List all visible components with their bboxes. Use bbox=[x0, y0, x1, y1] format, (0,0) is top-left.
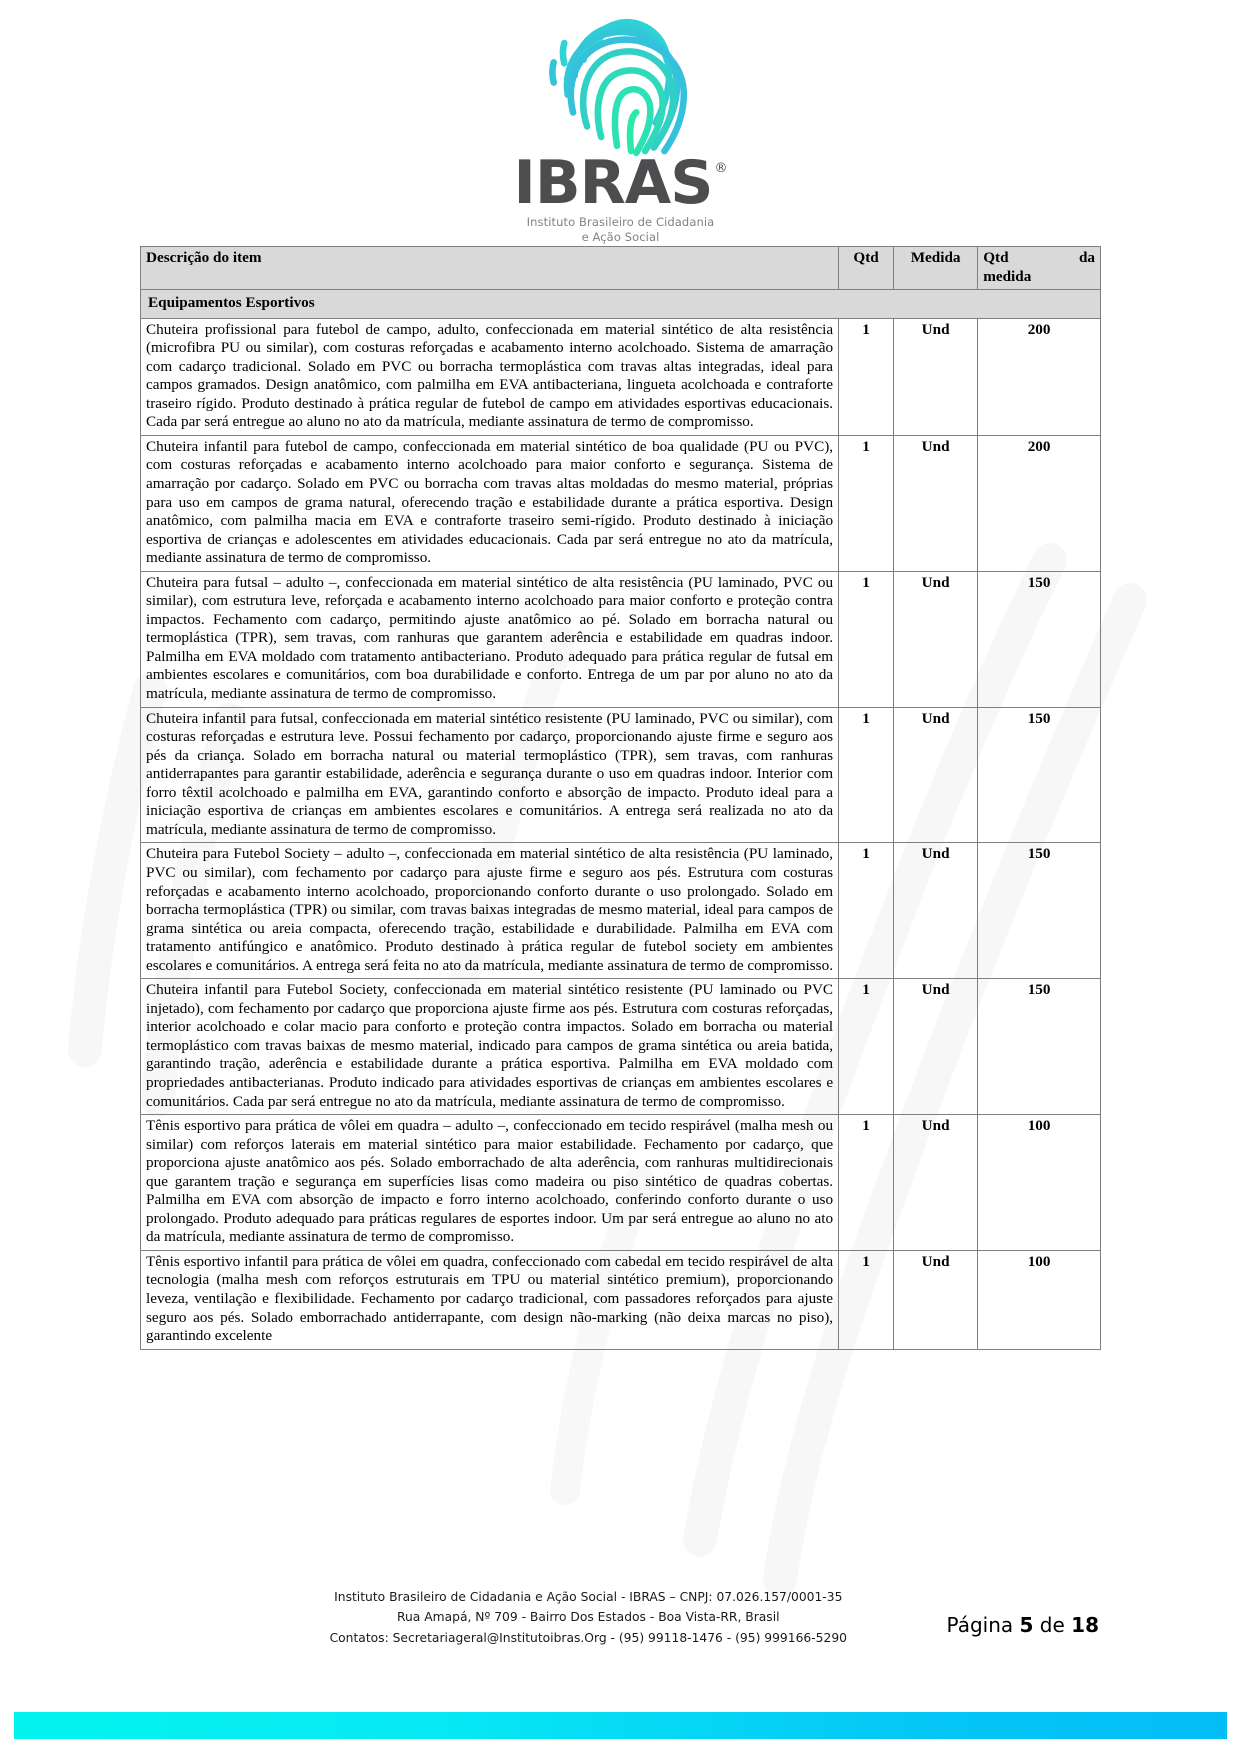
table-row bbox=[141, 1115, 1101, 1251]
item-qtd-medida-cell: 150 bbox=[978, 979, 1101, 1115]
header-qtd-da-medida-part2: da bbox=[1078, 249, 1095, 266]
item-qtd-cell: 1 bbox=[839, 843, 894, 979]
item-description-cell: Chuteira infantil para futebol de campo, confeccionada em material sintético de boa qualidade (PU ou PVC), com costuras reforçadas e acabamento interno acolchoado para maior conforto e segurança. Sistema de amarração por cadarço. Solado em PVC ou borracha com travas altas moldadas do mesmo material, próprias para uso em campos de grama natural, oferecendo tração e estabilidade durante a prática esportiva. Design anatômico, com palmilha macia em EVA e contraforte traseiro semi-rígido. Produto destinado à iniciação esportiva de crianças e adolescentes em atividades educacionais. Cada par será entregue no ato da matrícula, mediante assinatura de termo de compromisso. bbox=[141, 435, 839, 571]
item-medida-cell: Und bbox=[894, 707, 978, 843]
items-table-body bbox=[141, 290, 1101, 1350]
item-medida-cell: Und bbox=[894, 979, 978, 1115]
logo-tagline bbox=[527, 215, 715, 246]
footer-line-entity: Instituto Brasileiro de Cidadania e Ação Social - IBRAS – CNPJ: 07.026.157/0001-35 bbox=[334, 1590, 843, 1604]
footer-contact-block bbox=[140, 1587, 947, 1648]
footer-line-address: Rua Amapá, Nº 709 - Bairro Dos Estados - Boa Vista-RR, Brasil bbox=[396, 1610, 780, 1625]
items-table bbox=[140, 246, 1101, 1350]
item-qtd-cell: 1 bbox=[839, 571, 894, 707]
ibras-fingerprint-icon bbox=[528, 14, 713, 159]
page-number bbox=[947, 1587, 1101, 1637]
item-description-cell: Chuteira para Futebol Society – adulto –, confeccionada em material sintético de alta resistência (PU laminado, PVC ou similar), com fechamento por cadarço para ajuste firme e seguro aos pés. Estrutura com costuras reforçadas e acabamento interno acolchoado, proporcionando conforto durante o uso prolongado. Solado em borracha termoplástica (TPR) ou similar, com travas baixas integradas de mesmo material, ideal para campos de grama sintética ou areia compacta, oferecendo tração, estabilidade e durabilidade. Palmilha em EVA com tratamento antifúngico e anatômico. Produto destinado à prática regular de futebol society em ambientes escolares e comunitários. A entrega será feita no ato da matrícula, mediante assinatura de termo de compromisso. bbox=[141, 843, 839, 979]
item-description-cell: Tênis esportivo infantil para prática de vôlei em quadra, confeccionado com cabedal em tecido respirável de alta tecnologia (malha mesh com reforços estruturais em TPU ou material sintético premium), proporcionando leveza, ventilação e flexibilidade. Fechamento por cadarço tradicional, com passadores reforçados para ajuste seguro aos pés. Solado emborrachado antiderrapante, com design não-marking (não deixa marcas no piso), garantindo excelente bbox=[141, 1250, 839, 1349]
table-row bbox=[141, 843, 1101, 979]
logo-tagline-line1: Instituto Brasileiro de Cidadania bbox=[526, 214, 715, 229]
item-qtd-medida-cell: 150 bbox=[978, 707, 1101, 843]
item-description-cell: Chuteira infantil para Futebol Society, confeccionada em material sintético resistente (PU laminado ou PVC injetado), com fechamento por cadarço que proporciona ajuste firme aos pés. Estrutura com costuras reforçadas, interior acolchoado e colar macio para conforto e proteção contra impactos. Solado em borracha ou material termoplástico com travas baixas de mesmo material, indicado para campos de grama sintética ou areia batida, garantindo tração, aderência e estabilidade durante a prática esportiva. Palmilha em EVA moldado com propriedades antibacterianas. Produto indicado para atividades esportivas de crianças em ambientes escolares e comunitários. Cada par será entregue no ato da matrícula, mediante assinatura de termo de compromisso. bbox=[141, 979, 839, 1115]
item-description-cell: Chuteira profissional para futebol de campo, adulto, confeccionada em material sintético de alta resistência (microfibra PU ou similar), com costuras reforçadas e acabamento interno acolchoado. Sistema de amarração com cadarço tradicional. Solado em PVC ou borracha termoplástica com travas altas integradas, ideal para campos gramados. Design anatômico, com palmilha em EVA antibacteriana, lingueta acolchoada e contraforte traseiro rígido. Produto destinado à prática regular de futebol de campo em atividades esportivas educacionais. Cada par será entregue ao aluno no ato da matrícula, mediante assinatura de termo de compromisso. bbox=[141, 318, 839, 435]
page-number-connector: de bbox=[1039, 1613, 1065, 1637]
header-description: Descrição do item bbox=[141, 247, 839, 290]
registered-trademark-icon: ® bbox=[714, 160, 728, 176]
document-header-logo bbox=[140, 0, 1101, 246]
item-qtd-cell: 1 bbox=[839, 1115, 894, 1251]
item-description-cell: Chuteira infantil para futsal, confeccionada em material sintético resistente (PU laminado, PVC ou similar), com costuras reforçadas e estrutura leve. Possui fechamento por cadarço, proporcionando ajuste firme e seguro aos pés da criança. Solado em borracha natural ou material termoplástico (TPR), sem travas, com ranhuras antiderrapantes para garantir estabilidade, aderência e segurança durante o uso em quadras indoor. Interior com forro têxtil acolchoado e palmilha em EVA, garantindo conforto e absorção de impacto. Produto ideal para a iniciação esportiva de crianças em ambientes escolares e comunitários. A entrega será realizada no ato da matrícula, mediante assinatura de termo de compromisso. bbox=[141, 707, 839, 843]
table-row bbox=[141, 707, 1101, 843]
header-qtd-da-medida-part3: medida bbox=[983, 267, 1032, 285]
item-medida-cell: Und bbox=[894, 571, 978, 707]
item-qtd-medida-cell: 100 bbox=[978, 1250, 1101, 1349]
page-number-prefix: Página bbox=[946, 1613, 1014, 1637]
item-qtd-medida-cell: 200 bbox=[978, 318, 1101, 435]
item-qtd-cell: 1 bbox=[839, 1250, 894, 1349]
header-qtd: Qtd bbox=[839, 247, 894, 290]
section-title: Equipamentos Esportivos bbox=[141, 290, 1101, 319]
header-medida: Medida bbox=[894, 247, 978, 290]
item-qtd-medida-cell: 100 bbox=[978, 1115, 1101, 1251]
table-row bbox=[141, 435, 1101, 571]
item-qtd-medida-cell: 200 bbox=[978, 435, 1101, 571]
page-number-total: 18 bbox=[1071, 1613, 1099, 1637]
item-description-cell: Chuteira para futsal – adulto –, confeccionada em material sintético de alta resistência (PU laminado, PVC ou similar), com estrutura leve, reforçada e acabamento interno acolchoado para maior conforto e proteção contra impactos. Fechamento com cadarço, permitindo ajuste anatômico ao pé. Solado em borracha natural ou termoplástica (TPR), sem travas, com ranhuras que garantem aderência e estabilidade em quadras indoor. Palmilha em EVA moldado com tratamento antibacteriano. Produto adequado para prática regular de futsal em ambientes escolares e comunitários, com boa durabilidade e conforto. Entrega de um par por aluno no ato da matrícula, mediante assinatura de termo de compromisso. bbox=[141, 571, 839, 707]
page-number-current: 5 bbox=[1019, 1613, 1034, 1637]
item-medida-cell: Und bbox=[894, 318, 978, 435]
header-qtd-da-medida bbox=[978, 247, 1101, 290]
item-qtd-cell: 1 bbox=[839, 318, 894, 435]
item-qtd-cell: 1 bbox=[839, 707, 894, 843]
item-medida-cell: Und bbox=[894, 1115, 978, 1251]
item-qtd-medida-cell: 150 bbox=[978, 843, 1101, 979]
item-description-cell: Tênis esportivo para prática de vôlei em quadra – adulto –, confeccionado em tecido respirável (malha mesh ou similar) com reforços laterais em material sintético para maior estabilidade. Fechamento por cadarço, que proporciona ajuste anatômico aos pés. Solado emborrachado de alta aderência, com ranhuras multidirecionais que garantem tração e segurança em superfícies lisas como madeira ou piso sintético de quadras cobertas. Palmilha em EVA com absorção de impacto e forro interno acolchoado, conferindo conforto durante o uso prolongado. Produto adequado para práticas regulares de esportes indoor. Um par será entregue ao aluno no ato da matrícula, mediante assinatura de termo de compromisso. bbox=[141, 1115, 839, 1251]
item-medida-cell: Und bbox=[894, 843, 978, 979]
ibras-wordmark-text: IBRAS bbox=[513, 147, 713, 218]
footer-line-contacts: Contatos: Secretariageral@Institutoibras.Org - (95) 99118-1476 - (95) 999166-5290 bbox=[329, 1630, 847, 1645]
item-medida-cell: Und bbox=[894, 1250, 978, 1349]
item-qtd-cell: 1 bbox=[839, 979, 894, 1115]
table-row bbox=[141, 318, 1101, 435]
footer-accent-bar bbox=[14, 1712, 1227, 1739]
table-row bbox=[141, 571, 1101, 707]
item-medida-cell: Und bbox=[894, 435, 978, 571]
logo-tagline-line2: e Ação Social bbox=[581, 230, 660, 245]
items-table-head bbox=[141, 247, 1101, 290]
item-qtd-cell: 1 bbox=[839, 435, 894, 571]
table-row bbox=[141, 979, 1101, 1115]
table-row bbox=[141, 1250, 1101, 1349]
item-qtd-medida-cell: 150 bbox=[978, 571, 1101, 707]
section-header-row bbox=[141, 290, 1101, 319]
header-qtd-da-medida-part1: Qtd bbox=[983, 249, 1009, 266]
page-footer bbox=[0, 1587, 1241, 1648]
table-header-row bbox=[141, 247, 1101, 290]
ibras-wordmark bbox=[513, 147, 728, 218]
